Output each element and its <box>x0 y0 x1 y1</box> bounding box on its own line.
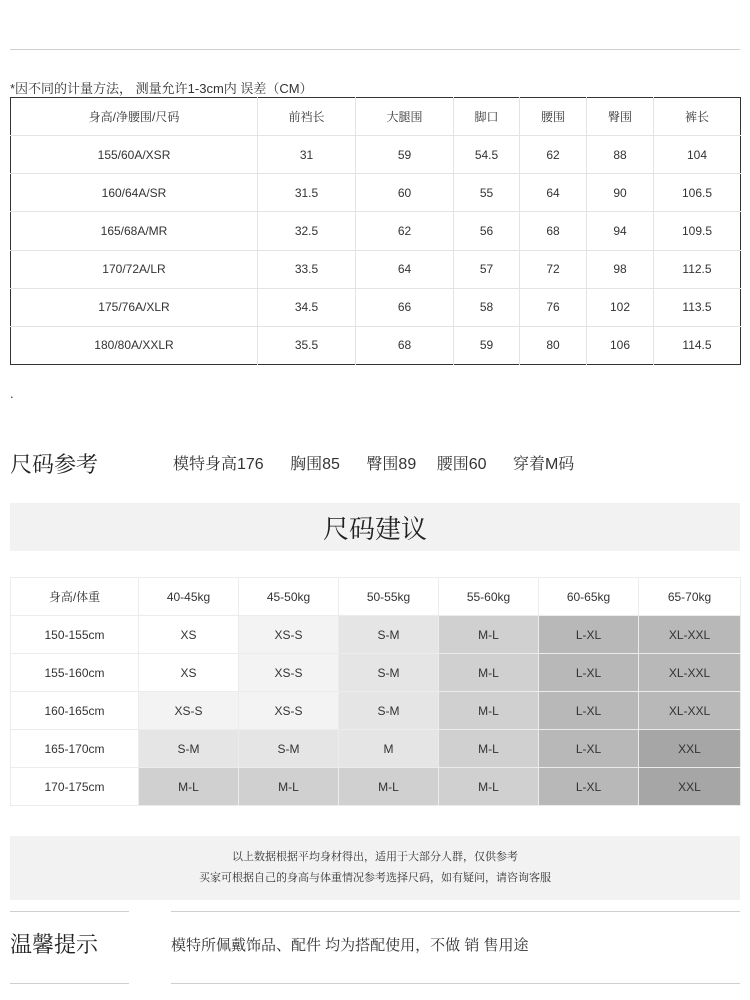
measurement-cell: 64 <box>356 250 454 288</box>
size-advice-cell: L-XL <box>539 692 639 730</box>
size-advice-cell: XS-S <box>139 692 239 730</box>
measurement-cell: 80 <box>520 326 587 364</box>
measurement-header-cell: 身高/净腰围/尺码 <box>11 98 258 136</box>
size-advice-cell: S-M <box>339 616 439 654</box>
height-range-cell: 165-170cm <box>11 730 139 768</box>
tips-title: 温馨提示 <box>10 932 99 957</box>
size-advice-cell: M-L <box>139 768 239 806</box>
measurement-header-cell: 脚口 <box>454 98 520 136</box>
measurement-row <box>11 212 741 250</box>
measurement-cell: 60 <box>356 174 454 212</box>
size-advice-header-row <box>11 578 741 616</box>
size-advice-header-cell: 65-70kg <box>639 578 741 616</box>
size-advice-cell: M-L <box>439 730 539 768</box>
size-advice-table <box>10 577 741 806</box>
model-height: 模特身高176 <box>173 456 264 473</box>
measurement-cell: 58 <box>454 288 520 326</box>
size-advice-banner <box>10 503 740 551</box>
size-advice-row <box>11 730 741 768</box>
measurement-cell: 175/76A/XLR <box>11 288 258 326</box>
tips-divider-top-left <box>10 911 129 912</box>
size-advice-cell: M-L <box>339 768 439 806</box>
measurement-cell: 76 <box>520 288 587 326</box>
size-advice-cell: M-L <box>439 654 539 692</box>
measurement-cell: 114.5 <box>654 326 741 364</box>
measurement-cell: 66 <box>356 288 454 326</box>
size-advice-cell: L-XL <box>539 730 639 768</box>
disclaimer-line-2: 买家可根据自己的身高与体重情况参考选择尺码，如有疑问，请咨询客服 <box>199 872 551 884</box>
size-advice-row <box>11 616 741 654</box>
size-advice-cell: M-L <box>439 768 539 806</box>
size-advice-cell: S-M <box>239 730 339 768</box>
size-advice-header-cell: 身高/体重 <box>11 578 139 616</box>
size-advice-cell: L-XL <box>539 616 639 654</box>
disclaimer-box <box>10 836 740 900</box>
measurement-row <box>11 136 741 174</box>
measurement-cell: 72 <box>520 250 587 288</box>
measurement-cell: 59 <box>356 136 454 174</box>
measurement-cell: 88 <box>587 136 654 174</box>
size-advice-cell: XL-XXL <box>639 616 741 654</box>
size-advice-cell: S-M <box>339 692 439 730</box>
top-divider <box>10 49 740 50</box>
model-chest: 胸围85 <box>290 456 340 473</box>
measurement-cell: 94 <box>587 212 654 250</box>
size-advice-cell: XS-S <box>239 692 339 730</box>
height-range-cell: 155-160cm <box>11 654 139 692</box>
measurement-cell: 35.5 <box>258 326 356 364</box>
size-advice-cell: M-L <box>439 616 539 654</box>
size-advice-cell: XL-XXL <box>639 692 741 730</box>
measurement-cell: 56 <box>454 212 520 250</box>
measurement-note: *因不同的计量方法， 测量允许1-3cm内 误差（CM） <box>10 81 313 96</box>
measurement-cell: 112.5 <box>654 250 741 288</box>
model-waist: 腰围60 <box>436 456 487 473</box>
size-advice-header-cell: 45-50kg <box>239 578 339 616</box>
size-advice-cell: XS <box>139 616 239 654</box>
measurement-header-cell: 大腿围 <box>356 98 454 136</box>
measurement-cell: 109.5 <box>654 212 741 250</box>
stray-dot: . <box>10 386 14 401</box>
size-advice-cell: XXL <box>639 730 741 768</box>
tips-text: 模特所佩戴饰品、配件 均为搭配使用，不做 销 售用途 <box>171 937 529 954</box>
size-advice-row <box>11 768 741 806</box>
measurement-cell: 106 <box>587 326 654 364</box>
size-advice-cell: M-L <box>239 768 339 806</box>
measurement-cell: 34.5 <box>258 288 356 326</box>
size-advice-cell: XS-S <box>239 616 339 654</box>
measurement-header-cell: 裤长 <box>654 98 741 136</box>
size-advice-row <box>11 692 741 730</box>
height-range-cell: 150-155cm <box>11 616 139 654</box>
tips-divider-bottom-right <box>171 983 740 984</box>
measurement-cell: 57 <box>454 250 520 288</box>
measurement-cell: 102 <box>587 288 654 326</box>
size-advice-cell: L-XL <box>539 768 639 806</box>
size-advice-cell: XS-S <box>239 654 339 692</box>
measurement-cell: 106.5 <box>654 174 741 212</box>
measurement-cell: 64 <box>520 174 587 212</box>
height-range-cell: 170-175cm <box>11 768 139 806</box>
measurement-cell: 104 <box>654 136 741 174</box>
measurement-row <box>11 326 741 364</box>
measurement-cell: 55 <box>454 174 520 212</box>
size-advice-cell: XL-XXL <box>639 654 741 692</box>
measurement-cell: 31.5 <box>258 174 356 212</box>
size-advice-title: 尺码建议 <box>322 513 427 544</box>
size-advice-cell: L-XL <box>539 654 639 692</box>
measurement-header-row <box>11 98 741 136</box>
size-advice-cell: M-L <box>439 692 539 730</box>
height-range-cell: 160-165cm <box>11 692 139 730</box>
measurement-header-cell: 前裆长 <box>258 98 356 136</box>
measurement-cell: 90 <box>587 174 654 212</box>
size-advice-header-cell: 55-60kg <box>439 578 539 616</box>
measurement-cell: 33.5 <box>258 250 356 288</box>
measurement-cell: 32.5 <box>258 212 356 250</box>
size-advice-cell: XS <box>139 654 239 692</box>
size-advice-cell: XXL <box>639 768 741 806</box>
measurement-cell: 68 <box>356 326 454 364</box>
measurement-cell: 160/64A/SR <box>11 174 258 212</box>
measurement-table <box>10 97 741 365</box>
size-advice-cell: M <box>339 730 439 768</box>
measurement-cell: 62 <box>356 212 454 250</box>
model-measurements <box>173 451 596 474</box>
measurement-cell: 62 <box>520 136 587 174</box>
measurement-cell: 113.5 <box>654 288 741 326</box>
size-advice-header-cell: 50-55kg <box>339 578 439 616</box>
measurement-cell: 54.5 <box>454 136 520 174</box>
measurement-cell: 155/60A/XSR <box>11 136 258 174</box>
measurement-cell: 98 <box>587 250 654 288</box>
model-hip: 臀围89 <box>366 456 417 473</box>
size-advice-header-cell: 60-65kg <box>539 578 639 616</box>
measurement-row <box>11 174 741 212</box>
size-reference-title: 尺码参考 <box>10 452 99 477</box>
measurement-cell: 180/80A/XXLR <box>11 326 258 364</box>
size-advice-row <box>11 654 741 692</box>
size-advice-header-cell: 40-45kg <box>139 578 239 616</box>
tips-divider-bottom-left <box>10 983 129 984</box>
measurement-cell: 68 <box>520 212 587 250</box>
size-advice-cell: S-M <box>139 730 239 768</box>
size-advice-cell: S-M <box>339 654 439 692</box>
measurement-cell: 59 <box>454 326 520 364</box>
tips-divider-top-right <box>171 911 740 912</box>
model-size: 穿着M码 <box>512 456 575 473</box>
measurement-cell: 165/68A/MR <box>11 212 258 250</box>
measurement-cell: 31 <box>258 136 356 174</box>
disclaimer-line-1: 以上数据根据平均身材得出，适用于大部分人群，仅供参考 <box>232 851 518 863</box>
measurement-cell: 170/72A/LR <box>11 250 258 288</box>
measurement-row <box>11 250 741 288</box>
measurement-header-cell: 腰围 <box>520 98 587 136</box>
measurement-header-cell: 臀围 <box>587 98 654 136</box>
measurement-row <box>11 288 741 326</box>
